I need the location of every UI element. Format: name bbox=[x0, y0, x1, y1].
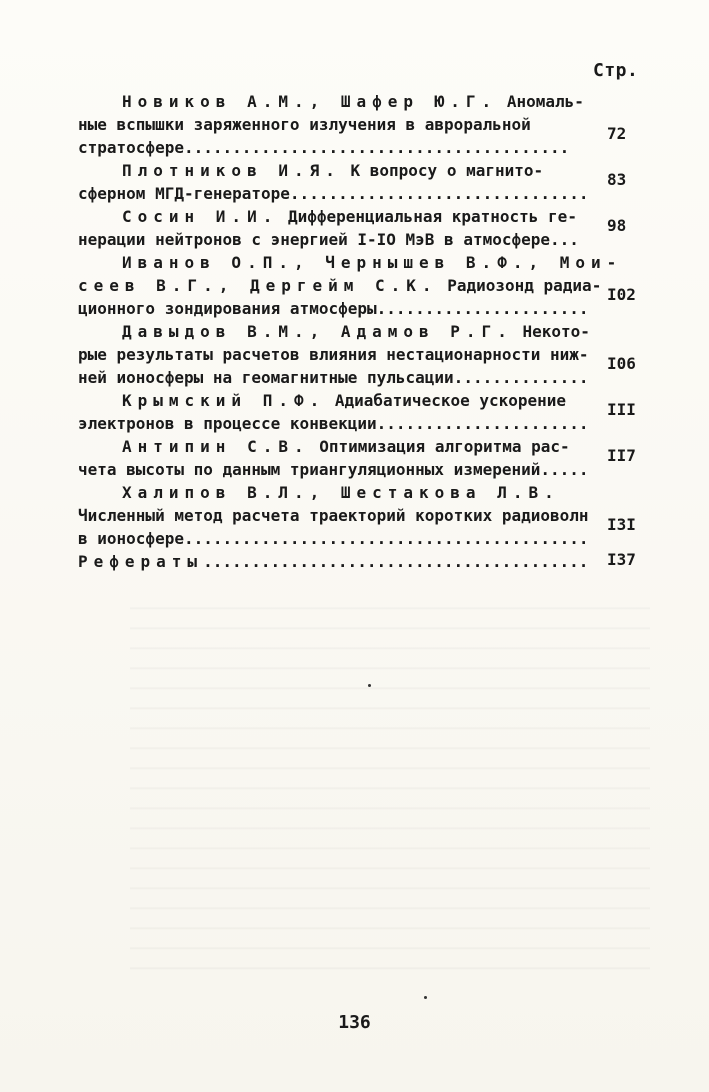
toc-entry bbox=[78, 90, 638, 159]
toc-text: Численный метод расчета траекторий коротких радиоволн bbox=[78, 506, 589, 525]
toc-text: электронов в процессе конвекции...................... bbox=[78, 414, 589, 433]
toc-line bbox=[78, 182, 589, 205]
toc-line bbox=[78, 458, 589, 481]
toc-text: ционного зондирования атмосферы...................... bbox=[78, 299, 589, 318]
paper-speck bbox=[368, 684, 371, 687]
toc-text: нерации нейтронов с энергией I-IO МэВ в атмосфере... bbox=[78, 230, 579, 249]
toc-entry bbox=[78, 435, 638, 481]
toc-line bbox=[78, 228, 578, 251]
toc-line bbox=[78, 343, 589, 366]
toc-line bbox=[78, 159, 578, 182]
toc-authors: Антипин С.В. bbox=[122, 437, 310, 456]
toc-entry bbox=[78, 550, 638, 573]
toc-line bbox=[78, 481, 578, 504]
toc-authors: Иванов О.П., Чернышев В.Ф., Мои- bbox=[122, 253, 623, 272]
toc-authors: Халипов В.Л., Шестакова Л.В. bbox=[122, 483, 560, 502]
table-of-contents bbox=[78, 90, 638, 573]
toc-page-number: III bbox=[607, 400, 636, 419]
toc-line bbox=[78, 412, 589, 435]
toc-text: Оптимизация алгоритма рас- bbox=[309, 437, 570, 456]
toc-page-number: 83 bbox=[607, 170, 627, 189]
toc-line bbox=[78, 366, 589, 389]
toc-text: ные вспышки заряженного излучения в авроральной bbox=[78, 115, 531, 134]
toc-text: Дифференциальная кратность ге- bbox=[278, 207, 577, 226]
toc-line bbox=[78, 389, 578, 412]
toc-text: рые результаты расчетов влияния нестационарности ниж- bbox=[78, 345, 589, 364]
toc-line bbox=[78, 136, 578, 159]
toc-authors: Плотников И.Я. bbox=[122, 161, 341, 180]
toc-authors: Давыдов В.М., Адамов Р.Г. bbox=[122, 322, 513, 341]
toc-line bbox=[78, 550, 589, 573]
toc-line bbox=[78, 113, 578, 136]
toc-authors: Крымский П.Ф. bbox=[122, 391, 326, 410]
toc-text: стратосфере........................................ bbox=[78, 138, 570, 157]
toc-page-number: I02 bbox=[607, 285, 636, 304]
toc-entry bbox=[78, 481, 638, 550]
toc-line bbox=[78, 527, 589, 550]
page-column-header: Стр. bbox=[593, 60, 639, 81]
toc-page-number: I3I bbox=[607, 515, 636, 534]
toc-line bbox=[78, 504, 589, 527]
toc-line bbox=[78, 251, 623, 274]
toc-line bbox=[78, 435, 578, 458]
toc-page-number: I06 bbox=[607, 354, 636, 373]
toc-page-number: I37 bbox=[607, 550, 636, 569]
toc-text: Аномаль- bbox=[497, 92, 584, 111]
toc-entry bbox=[78, 320, 638, 389]
toc-entry bbox=[78, 205, 638, 251]
toc-authors: Новиков А.М., Шафер Ю.Г. bbox=[122, 92, 498, 111]
toc-line bbox=[78, 90, 584, 113]
toc-line bbox=[78, 205, 578, 228]
toc-text: Радиозонд радиа- bbox=[437, 276, 602, 295]
toc-line bbox=[78, 274, 602, 297]
toc-page-number: 98 bbox=[607, 216, 627, 235]
toc-text: Адиабатическое ускорение bbox=[325, 391, 567, 410]
toc-entry bbox=[78, 389, 638, 435]
toc-authors: Рефераты bbox=[78, 552, 204, 571]
bleed-through-texture bbox=[130, 590, 650, 970]
toc-entry bbox=[78, 159, 638, 205]
toc-page-number: II7 bbox=[607, 446, 636, 465]
toc-text: К вопросу о магнито- bbox=[340, 161, 544, 180]
page-number: 136 bbox=[338, 1012, 371, 1033]
toc-text: Некото- bbox=[512, 322, 590, 341]
toc-text: чета высоты по данным триангуляционных измерений..... bbox=[78, 460, 589, 479]
toc-line bbox=[78, 297, 589, 320]
toc-authors: Сосин И.И. bbox=[122, 207, 279, 226]
toc-text: ........................................ bbox=[203, 552, 589, 571]
toc-entry bbox=[78, 251, 638, 320]
toc-text: в ионосфере.......................................... bbox=[78, 529, 589, 548]
paper-speck bbox=[424, 996, 427, 999]
toc-line bbox=[78, 320, 590, 343]
toc-text: сферном МГД-генераторе............................... bbox=[78, 184, 589, 203]
toc-text: ней ионосферы на геомагнитные пульсации.............. bbox=[78, 368, 589, 387]
toc-page-number: 72 bbox=[607, 124, 627, 143]
toc-authors: сеев В.Г., Дергейм С.К. bbox=[78, 276, 438, 295]
